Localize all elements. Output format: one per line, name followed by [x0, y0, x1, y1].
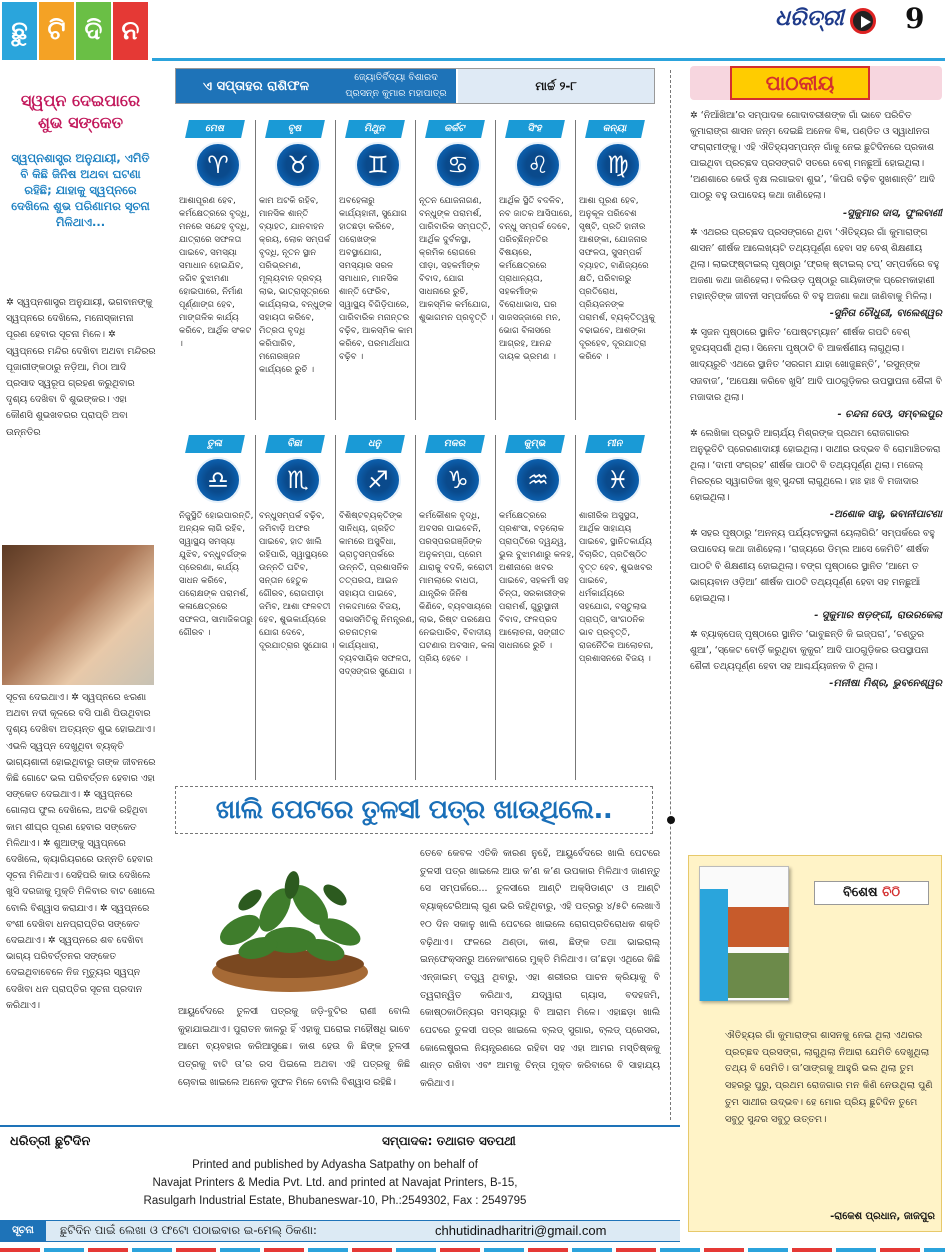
zodiac-symbol-icon: ♐: [355, 457, 401, 503]
letter-text: ✲ ‘ନିଆଁଖିଆ’ର ସମ୍ପାଦକ ଗୋଦାବରୀଶଙ୍କ ଗାଁ ଭାବେ ପରିଚିତ କୁମାରାଙ୍ଗ ଶାସନ ଜନ୍ମ ଦେଇଛି ଅନେକ ବିଜ୍ଞ, ପଣ୍ଡିତ ଓ ସ୍ୱାଧୀନତା ସଂଗ୍ରାମୀଙ୍କୁ। ଏହି ଐତିହ୍ୟସମ୍ପନ୍ନ ଗାଁକୁ ନେଇ ଛୁଟିଦିନରେ ପ୍ରକାଶ ପାଇଥିବା ପ୍ରଚ୍ଛଦ ପ୍ରସଙ୍ଗଟି ସତରେ ବେଶ୍ ମନଛୁଆଁ ହୋଇଥିଲା। ‘ଅଣଶାରେ କେଉଁ ବୃକ୍ଷ ଲଗାଇବା ଶୁଭ’, ‘କିପରି ବଢ଼ିବ ସୁଖଶାନ୍ତି’ ଆଦି ପାଠରୁ ବହୁ ଉପାଦେୟ କଥା ଜାଣିହେଲା।: [690, 110, 935, 202]
author-credential: ଜ୍ୟୋତିର୍ବିଦ୍ୟା ବିଶାରଦ: [354, 72, 438, 83]
zodiac-cell: [497, 435, 576, 780]
zodiac-symbol-icon: ♊: [355, 142, 401, 188]
zodiac-forecast: ଶାରୀରିକ ଅସୁସ୍ଥତା, ଆର୍ଥିକ ସାହାଯ୍ୟ ପାଇବେ, ସ୍ଥାନିତକାର୍ଯ୍ୟ ବିଚାରିତ, ପ୍ରତିଷ୍ଠିତ ବୃତ୍ତ ହେବ, ଶୁଭଖବର ପାଇବେ, ଧର୍ମକାର୍ଯ୍ୟରେ ସହଯୋଗ, ବସ୍ତୁଲାଭ ପ୍ରାପ୍ତି, ସାଂଗଠନିକ ଭାବ ପ୍ରବୃତ୍ତି, ରାଜନୈତିକ ଆଲୋଚନା, ପ୍ରଶାସନରେ ବିଜୟ ।: [579, 511, 654, 664]
special-letter-signature: -ରାକେଶ ପ୍ରଧାନ, ଜାଜପୁର: [830, 1211, 935, 1222]
zodiac-forecast: ଆଶାପୂରଣ ହେବ, କର୍ମକ୍ଷେତ୍ରରେ ବୃଦ୍ଧି, ମନରେ ସନ୍ଦେହ ବୃଦ୍ଧି, ଯାତ୍ରାରେ ସଫଳତା ପାଇବେ, ସମସ୍ୟା ସମାଧାନ ହୋଇଯିବ, ଜଗିବ ବୁଝାମଣା ହୋଇପାରେ, ନିର୍ମାଣ ପୂର୍ଣ୍ଣାଙ୍ଗ ହେବ, ମାଙ୍ଗଳିକ କାର୍ଯ୍ୟ କରିବେ, ଆର୍ଥିକ ସଂକଟ ।: [179, 196, 252, 349]
zodiac-forecast: ଆଶା ପୂରଣ ହେବ, ଅନୁକୂଳ ପରିବେଶ ସୃଷ୍ଟି, ପ୍ରତି ହାନୀର ଆଶଙ୍କା, ଯୋଜନାର ସଫଳତା, ସୁସମ୍ପର୍କ ବ୍ୟାହତ, ବାଣିଜ୍ୟରେ କ୍ଷତି, ପରିବାରରୁ ପ୍ରତିରୋଧ, ପ୍ରିୟଜନଙ୍କ ପରାମର୍ଶ, ବ୍ୟକ୍ତିତ୍ୱକୁ ବଢାଇବେ, ଆଶଙ୍କା ଦୂରହେବ, ଦୂରଯାତ୍ରା କରିବେ ।: [579, 196, 655, 362]
horoscope-author: [336, 69, 456, 103]
play-icon: [850, 8, 876, 34]
zodiac-cell: [177, 435, 256, 780]
zodiac-name: ସିଂହ: [505, 120, 565, 138]
column-divider: [670, 70, 671, 1120]
zodiac-forecast: କର୍ମକ୍ଷେତ୍ରରେ ପ୍ରଶଂସା, ବଡ଼ଲୋକ ପ୍ରାପ୍ତିରେ ଦ୍ୱନ୍ଦ୍ୱ, ଭୁଲ ବୁଝାମଣାରୁ କଳହ, ଅଶୀନାରେ ଖବର ପାଇବେ, ସହକର୍ମୀ ସହ ଚିନ୍ତା, ସରକାରୀଙ୍କ ପରାମର୍ଶ, ଗୁରୁସ୍ଥାନୀ ବିବାଦ, ଫଳପ୍ରଦ ଆଲୋଚନା, ସଙ୍ଗୀତ ସାଧନାରେ ରୁଚି ।: [499, 511, 575, 651]
zodiac-symbol-icon: ♋: [435, 142, 481, 188]
section-logo-letter: ନ: [113, 2, 148, 60]
letter-text: ✲ ଲେଖିକା ପ୍ରଭୃତି ଆଚାର୍ଯ୍ୟ ମିଶ୍ରଙ୍କ ପ୍ରଥମ ରୋଜଗାରର ଅନୁଭୂତିଟି ପ୍ରେରଣାଦାୟୀ ହୋଇଥିଲା। ସାଥୀର ଉଦ୍ଭବ ବି ରୋମାଞ୍ଚିତକରା ଥିଲା। ‘ଦାମୀ ସଂଗ୍ରହ’ ଶୀର୍ଷକ ପାଠଟି ବି ତଥ୍ୟପୂର୍ଣ୍ଣ ଥିଲା। ମଜେଲ୍ ମିରଚ୍‌ରେ ସ୍ୱାଗତିକା ଖୁବ୍ ସୁନ୍ଦରୀ ଲାଗୁଥିଲେ। ହାଃ ହାଃ ବି ମଜାଦାର ହୋଇଥିଲା।: [690, 427, 941, 504]
special-letter-poem: ଐତିହ୍ୟର ଗାଁ କୁମାରାଙ୍ଗ ଶାସନକୁ ନେଇ ଥିଲା ଏଥରର ପ୍ରଚ୍ଛଦ ପ୍ରସଙ୍ଗ, ଲାଗୁଥିଲା ନିଆରା ଯେମିତି ଦେଖୁଥିଲା ତଥ୍ୟ ବି ସେମିତି। ତା’ସାଙ୍ଗକୁ ଆହୁରି ଭଲ ଥିଲା ତୁମ ସହରରୁ ପୁରୁ, ପ୍ରଥମ ରୋଜଗାର ମନ କିଣି ନେଉଥିଲା ପୁଣି ତୁମ ସାଥୀର ଉଦ୍ଭବ। ହେ ମୋର ପ୍ରିୟ ଛୁଟିଦିନ ତୁମେ ସବୁଠୁ ସୁନ୍ଦର ସବୁଠୁ ଉତ୍ତମ।: [725, 1030, 933, 1125]
zodiac-cell: [417, 435, 496, 780]
letter-signature: - ସୁକୁମାର ଷଡ଼ଙ୍ଗୀ, ରାଉରକେଲା: [814, 609, 942, 621]
zodiac-name: ମକର: [425, 435, 485, 453]
special-letter-title-1: ବିଶେଷ: [842, 885, 878, 900]
zodiac-symbol-icon: ♑: [435, 457, 481, 503]
section-logo-letter: ଟି: [39, 2, 74, 60]
zodiac-name: ବିଛା: [265, 435, 325, 453]
publication-name: ଧରିତ୍ରୀ ଛୁଟିଦିନ: [10, 1134, 91, 1149]
masthead: [0, 0, 945, 58]
imprint: [0, 1125, 680, 1215]
dream-body-top: ✲ ସ୍ୱପ୍ନଶାସ୍ତ୍ର ଅନୁଯାୟୀ, ଭଗବାନଙ୍କୁ ସ୍ୱପ୍ନରେ ଦେଖିଲେ, ମନୋସ୍କାମନା ପୂରଣ ହେବାର ସୂଚନା ମିଳେ। ✲ ସ୍ୱପ୍ନରେ ମନ୍ଦିର ଦେଖିବା ଅଥବା ମନ୍ଦିରର ପୂଜାରୀଙ୍କଠାରୁ ନଡ଼ିଆ, ମିଠା ଆଦି ପ୍ରସାଦ ସ୍ୱରୂପ ଗ୍ରହଣ କରୁଥିବାର ଦୃଶ୍ୟ ଦେଖିବା ବି ଶୁଭଙ୍କର। ଏହା କୌଣସି ଶୁଭଖବରର ପ୍ରାପ୍ତି ଅବା ଉନ୍ନତିର: [6, 297, 156, 438]
horoscope-date: ମାର୍ଚ୍ଚ ୨-୮: [458, 69, 654, 103]
horoscope-title: ଏ ସପ୍ତାହର ରାଶିଫଳ: [176, 69, 336, 103]
letter-text: ✲ ସୃଜନ ପୃଷ୍ଠାରେ ସ୍ଥାନିତ ‘ପୋଷ୍ଟମ୍ୟାନ’ ଶୀର୍ଷକ ଗପଟି ବେଶ୍ ହୃଦୟସ୍ପର୍ଶୀ ଥିଲା। ସିନେମା ପୃଷ୍ଠାଟି ବି ଆକର୍ଷଣୀୟ ଲାଗୁଥିଲା। ଖାଦ୍ୟରୁଚି ଏଥରେ ସ୍ଥାନିତ ‘ସରଗମ ଯାହା ଖୋଜୁଛନ୍ତି’, ‘ରସୁନ୍‌ଙ୍କ ସଜବାଜ’, ‘ଅପେକ୍ଷା କରିବେ ଖୁସି’ ଆଦି ପାଠଗୁଡ଼ିକର ଉପସ୍ଥାପନା ଶୈଳୀ ବି ମଜାଦାର ଥିଲା।: [690, 327, 942, 403]
contact-label: ସୂଚନା: [0, 1221, 46, 1241]
tulsi-col-2: [420, 845, 660, 1093]
zodiac-name: ମେଷ: [185, 120, 245, 138]
tulsi-bowl-photo: [180, 840, 400, 1000]
zodiac-symbol-icon: ♈: [195, 142, 241, 188]
letter-signature: -ସୁକୁମାର ଦାସ, ଫୁଲବାଣୀ: [843, 207, 942, 219]
imprint-line-2: Navajat Printers & Media Pvt. Ltd. and printed at Navajat Printers, B-15,: [152, 1177, 518, 1189]
letter-signature: -ଅଶୋକ ସାହୁ, ଭବାନୀପାଟଣା: [829, 509, 942, 521]
sleeping-woman-photo: [2, 545, 154, 685]
dream-subheading: ସ୍ୱପ୍ନଶାସ୍ତ୍ର ଅନୁଯାୟୀ, ଏମିତି ବି କିଛି ଜିନିଷ ଅଥବା ଘଟଣା ରହିଛି; ଯାହାକୁ ସ୍ୱପ୍ନରେ ଦେଖିଲେ ଶୁଭ ପରିଣାମର ସୂଚନା ମିଳିଥାଏ...: [11, 151, 150, 229]
imprint-line-1: Printed and published by Adyasha Satpathy on behalf of: [192, 1159, 478, 1171]
zodiac-symbol-icon: ♍: [595, 142, 641, 188]
section-logo: [2, 2, 148, 60]
letters-title: ପାଠକୀୟ: [730, 66, 870, 100]
zodiac-cell: [337, 435, 416, 780]
zodiac-symbol-icon: ♒: [515, 457, 561, 503]
letter-signature: -ସୁନିତା ଚୌଧୁରୀ, ବାଲେଶ୍ୱର: [829, 308, 942, 320]
imprint-line-3: Rasulgarh Industrial Estate, Bhubaneswar-10, Ph.:2549302, Fax : 2549795: [143, 1195, 527, 1207]
masthead-rule: [152, 58, 945, 61]
dream-headline: ସ୍ୱପ୍ନ ଦେଇପାରେ ଶୁଭ ସଙ୍କେତ: [20, 91, 141, 132]
special-letter-box: [688, 855, 942, 1232]
tulsi-col-1: [178, 1003, 410, 1092]
zodiac-name: ତୁଳା: [185, 435, 245, 453]
zodiac-cell: [337, 120, 416, 420]
zodiac-cell: [497, 120, 576, 420]
contact-text: ଛୁଟିଦିନ ପାଇଁ ଲେଖା ଓ ଫଟୋ ପଠାଇବାର ଇ-ମେଲ୍ ଠିକଣା:: [60, 1223, 317, 1237]
zodiac-forecast: କାମ ଅଟକି ରହିବ, ମାନସିକ ଶାନ୍ତି ବ୍ୟାହତ, ଯାନବାହନ କ୍ରୟ, ଲୋକ ସମ୍ପର୍କ ବୃଦ୍ଧି, ନୂତନ ସ୍ଥାନ ପରିଭ୍ରମଣ, ମୂଲ୍ୟବାନ ଦ୍ରବ୍ୟ ଲାଭ, ଭାତ୍ରାସୂତ୍ରରେ କାର୍ଯ୍ୟଲାଭ, ବନ୍ଧୁଙ୍କ ସହାୟତା କରିବେ, ମିତ୍ରତା ବୃଦ୍ଧି କରିପାରିବ, ମନୋରଞ୍ଜନ କାର୍ଯ୍ୟରେ ରୁଚି ।: [259, 196, 333, 375]
zodiac-symbol-icon: ♉: [275, 142, 321, 188]
letters-banner: [690, 66, 942, 100]
contact-strip: [0, 1220, 680, 1242]
readers-letters: [690, 108, 942, 695]
zodiac-name: କନ୍ୟା: [585, 120, 645, 138]
letter-text: ✲ ବ୍ୟାକ୍‌ପେଜ୍ ପୃଷ୍ଠାରେ ସ୍ଥାନିତ ‘ଭାବୁଛନ୍ତି କି ଇଜ୍‌ପରା’, ‘ଚଣ୍ଡୁର ଶୁଆ’, ‘ସ୍କେଟ ବୋର୍ଡ଼ି କରୁଥିବା କୁକୁର’ ଆଦି ପାଠଗୁଡ଼ିକର ଉପସ୍ଥାପନା ଶୈଳୀ ତଥ୍ୟପୂର୍ଣ୍ଣ ହେବା ସହ ଆଶ୍ଚର୍ଯ୍ୟଜନକ ବି ଥିଲା।: [690, 628, 929, 673]
zodiac-cell: [257, 435, 336, 780]
zodiac-cell: [177, 120, 256, 420]
zodiac-cell: [577, 435, 656, 780]
brand-logo: ଧରିତ୍ରୀ: [775, 6, 844, 31]
zodiac-forecast: କର୍ମକୌଶଳ ବୃଦ୍ଧି, ଅବସର ପାଇବେନି, ପରସ୍ପରଗଞ୍ଜିଙ୍କ ଅନୁକମ୍ପା, ପ୍ରେମ ଯାରାକୁ ବଦଳି, କରୋଟୀ ମାମଲାରେ ବାଧତା, ଯାନ୍ତ୍ରିକ ଜିନିଷ କିଣିବେ, ବ୍ୟବସାୟରେ ଲାଭ, ରିଷ୍ଟ ପରକ୍ଷେପ ନେଇପାରିବ, ବିବାଦୀୟ ଘଟଣାର ଅବସାନ, କଳା ପ୍ରିୟ ହେବେ ।: [419, 511, 495, 664]
section-logo-letter: ଛୁ: [2, 2, 37, 60]
tulsi-col-1-text: ଆୟୁର୍ବେଦରେ ତୁଳସୀ ପତ୍ରକୁ ଜଡ଼ି-ବୁଟିର ରାଣୀ ବୋଲି କୁହାଯାଇଥାଏ। ପୁରାତନ କାଳରୁ ହିଁ ଏହାକୁ ଘରୋଇ ମହୌଷଧି ଭାବେ ଆମେ ବ୍ୟବହାର କରିଆସୁଛେ। କାଶ ହେଉ କି ଛିଙ୍କ ତୁଳସୀ ପତ୍ରକୁ ବାଟି ତା’ର ରସ ପିଇଲେ ଅଥବା ଏହି ପତ୍ରକୁ କିଛି ଚୋବାଇ ଖାଇଲେ ଅନେକ ସୁଫଳ ମିଳେ ବୋଲି ବିଶ୍ୱାସ ରହିଛି।: [178, 1006, 410, 1088]
special-letter-title-2: ଚିଠି: [882, 885, 901, 900]
zodiac-name: ବୃଷ: [265, 120, 325, 138]
zodiac-symbol-icon: ♏: [275, 457, 321, 503]
tulsi-col-2-text: ତେବେ କେବଳ ଏତିକି କାରଣ ନୁହେଁ, ଆୟୁର୍ବେଦରେ ଖାଲି ପେଟରେ ତୁଳସୀ ପତ୍ର ଖାଇଲେ ଆଉ କ’ଣ କ’ଣ ଉପକାର ମିଳିଥାଏ ଜାଣନ୍ତୁ ସେ ସମ୍ପର୍କରେ... ତୁଳସୀରେ ଆଣ୍ଟି ଅକ୍ସିଡାଣ୍ଟ ଓ ଆଣ୍ଟି ବ୍ୟାକ୍ଟେରିଆଲ୍ ଗୁଣ ଭରି ରହିଥିବାରୁ, ଏହି ପତ୍ରରୁ ୪/୫ଟି ଲେଖାଏଁ ୧୦ ଦିନ ସକାଳୁ ଖାଲି ପେଟରେ ଖାଇଲେ ରୋଗପ୍ରତିରୋଧକ ଶକ୍ତି ବଢ଼ିଥାଏ। ଫଳରେ ଥଣ୍ଡା, କାଶ, ଛିଙ୍କ ତଥା ଭାଇରାଲ୍ ଇନ୍‌ଫେକ୍ସନ୍‌ରୁ ଅନେକାଂଶରେ ମୁକ୍ତି ମିଳିଥାଏ। ତା’ଛଡ଼ା ଏଥିରେ କିଛି ଏନ୍‌ଜାଇମ୍ ତତ୍ତ୍ୱ ଥିବାରୁ, ଏହା ଶରୀରର ପାଚନ କ୍ରିୟାକୁ ବି ତ୍ୱରାନ୍ୱିତ କରିଥାଏ, ଯଦ୍ୱାରା ଗ୍ୟାସ, ବଦହଜମି, କୋଷ୍ଠକାଠିନ୍ୟର ସମସ୍ୟାରୁ ବି ଆରାମ ମିଳେ। ଏହାଛଡ଼ା ଖାଲି ପେଟରେ ତୁଳସୀ ପତ୍ର ଖାଇଲେ ବ୍ଲଡ୍ ସୁଗାର, ବ୍ଲଡ୍ ପ୍ରେସର, କୋଲେଷ୍ଟ୍ରଲ ନିୟନ୍ତ୍ରଣରେ ରହିବା ସହ ଏହା ଆମର ମସ୍ତିଷ୍କକୁ ଶାନ୍ତ ରଖିବା ଏବଂ ଆମକୁ ଚିନ୍ତା ମୁକ୍ତ କରିବାରେ ବି ସାହାଯ୍ୟ କରିଥାଏ।: [420, 848, 660, 1090]
dream-article: [0, 60, 158, 1125]
zodiac-name: ଧନୁ: [345, 435, 405, 453]
zodiac-name: କୁମ୍ଭ: [505, 435, 565, 453]
zodiac-forecast: ଅବହେଳାରୁ କାର୍ଯ୍ୟହାନୀ, ସୁଯୋଗ ହାତଛଡ଼ା କରିବେ, ପରୋଖଙ୍କ ଅବସ୍ଥାଯୋଗ, ସମସ୍ୟାର ସରଳ ସମାଧାନ, ମାନସିକ ଶାନ୍ତି ଫେରିବ, ସ୍ୱାସ୍ଥ୍ୟ ବିଗିଡ଼ିପାରେ, ପାରିବାରିକ ମନାନ୍ତର ବଢ଼ିବ, ଆକସ୍ମିକ କାମ କରିବେ, ପରମାର୍ଥଧାତା ବଢ଼ିବ ।: [339, 196, 413, 362]
zodiac-cell: [417, 120, 496, 420]
divider-dot: [667, 816, 675, 824]
contact-email[interactable]: chhutidinadharitri@gmail.com: [435, 1223, 607, 1238]
zodiac-name: କର୍କଟ: [425, 120, 485, 138]
dream-body-bottom: ସୂଚନା ଦେଇଥାଏ। ✲ ସ୍ୱପ୍ନରେ ଝରଣା ଅଥବା ନଦୀ କୂଳରେ ବସି ପାଣି ପିଉଥିବାର ଦୃଶ୍ୟ ଦେଖିବା ଅତ୍ୟନ୍ତ ଶୁଭ ହୋଇଥାଏ। ଏଭଳି ସ୍ୱପ୍ନ ଦେଖୁଥିବା ବ୍ୟକ୍ତି ଭାଗ୍ୟଶାଳୀ ହୋଇଥିବାରୁ ତାଙ୍କ ଜୀବନରେ କିଛି ଗୋଟେ ଭଲ ପରିବର୍ତ୍ତନ ହେବାର ଏହା ସଙ୍କେତ ଦେଇଥାଏ। ✲ ସ୍ୱପ୍ନରେ ଗୋଲାପ ଫୁଲ ଦେଖିଲେ, ଅଟକି ରହିଥିବା କାମ ଶୀଘ୍ର ପୂରଣ ହେବାର ସଙ୍କେତ ମିଳିଥାଏ। ✲ ଶୁଆଙ୍କୁ ସ୍ୱପ୍ନରେ ଦେଖିଲେ, କ୍ୟାରିୟରରେ ଉନ୍ନତି ହେବାର ସୂଚନା ମିଳିଥାଏ। ସେହିପରି କାଉ ଦେଖିଲେ ଖୁସି ଦରଜାକୁ ମୁକ୍ତି ମିଳିବାର ବାଟ ଖୋଲେ ବୋଲି ବିଶ୍ୱାସ କରାଯାଏ। ✲ ସ୍ୱପ୍ନରେ ବଂଶୀ ଦେଖିବା ଧନପ୍ରାପ୍ତିର ସଙ୍କେତ ଦେଇଥାଏ। ✲ ସ୍ୱପ୍ନରେ ଶବ ଦେଖିବା ଭାଗ୍ୟ ପରିବର୍ତ୍ତନର ସଙ୍କେତ ଦେଇଥିବାବେଳେ ନିଜ ମୃତ୍ୟୁର ସ୍ୱପ୍ନ ଦେଖିବା ଧନ ପ୍ରାପ୍ତିର ସୂଚନା ପ୍ରଦାନ କରିଥାଏ।: [6, 692, 156, 1011]
zodiac-name: ମୀନ: [585, 435, 645, 453]
zodiac-forecast: ନୂତନ ଯୋଜନାଗଣ, ବନ୍ଧୁଙ୍କ ପରାମର୍ଶ, ପାରିବାରିକ ସମ୍ପତ୍ତି, ଆର୍ଥିକ ଦୁର୍ବଳସ୍ଥା, କ୍ରମିକ ରୋଗରେ ପୀଡ଼ା, ସହକର୍ମୀଙ୍କ ବିବାଦ, ଯୋଗ ସାଧନାରେ ରୁଚି, ଆକସ୍ମିକ କର୍ମଯୋଗ, ଶୁଭାଗମନ ପ୍ରବୃତ୍ତି ।: [419, 196, 494, 323]
horoscope-banner: [175, 68, 655, 104]
page-number: 9: [905, 2, 925, 35]
author-name: ପ୍ରସନ୍ନ କୁମାର ମହାପାତ୍ର: [345, 88, 447, 99]
zodiac-forecast: ଆର୍ଥିକ ସ୍ଥିତି ବଦଳିବ, ନବ ଜାତକ ଆସିପାରେ, ବନ୍ଧୁ ସମ୍ପର୍କ ଦେବେ, ପରିଚ୍ଛିନ୍ନତିର ବିଷୟରେ, କର୍ମକ୍ଷେତ୍ରରେ ପ୍ରାଧାନ୍ୟତା, ସହକର୍ମୀଙ୍କ ବିରୋଧାଭାସ, ଘର ସାଜସଜ୍ଜାରେ ମନ, ଭୋଗ ବିଳାସରେ ଆଗ୍ରହ, ଆନନ୍ଦ ଦାୟକ ଭ୍ରମଣ ।: [499, 196, 573, 362]
zodiac-name: ମିଥୁନ: [345, 120, 405, 138]
letter-signature: - ଚନ୍ଦନା ଦେଓ, ସମ୍ବଲପୁର: [837, 408, 942, 420]
editor-name: ସମ୍ପାଦକ: ତଥାଗତ ସତପଥୀ: [382, 1134, 516, 1148]
magazine-cover-thumbnail: [699, 866, 789, 1001]
section-logo-letter: ଦି: [76, 2, 111, 60]
zodiac-forecast: ନିଜୁସ୍ଥିତି ହୋଇପାରନ୍ତି, ଅନ୍ୟକ ଲାଗି ରହିବ, ସ୍ୱାସ୍ଥ୍ୟ ସମସ୍ୟା ଯୁଝିବ, ବନ୍ଧୁବର୍ଗଙ୍କ ପ୍ରେରଣା, କାର୍ଯ୍ୟ ସାଧନ କରିବେ, ପରୋକ୍ଷଙ୍କ ପରାମର୍ଶ, କଳାକ୍ଷେତ୍ରରେ ସଫଳତା, ସାମାଜିକତାରୁ ଗୌରବ ।: [179, 511, 254, 638]
letter-signature: -ମନୀଷା ମିଶ୍ର, ଭୁବନେଶ୍ୱର: [829, 678, 942, 690]
zodiac-cell: [257, 120, 336, 420]
zodiac-symbol-icon: ♓: [595, 457, 641, 503]
zodiac-forecast: ବିଶିଷ୍ଟବ୍ୟକ୍ତିଙ୍କ ସାନିଧ୍ୟ, ଗ୍ରହିତ କାମରେ ଅସୁବିଧା, ଭ୍ରାତୃସମ୍ପର୍କରେ ଉନ୍ନତି, ପ୍ରଶାସନିକ ତତ୍ପରତା, ଆଇନ ସହାୟତା ପାଇବେ, ମକଦ୍ଦମାରେ ବିଜୟ, ସଭାସମିତିକୁ ନିମନ୍ତ୍ରଣ, ରଚନାତ୍ମକ କାର୍ଯ୍ୟଧାରା, ବ୍ୟବସାୟିକ ସଫଳତା, ସଦ୍‌ସଙ୍ଗର ସୁଯୋଗ ।: [339, 511, 415, 677]
letter-text: ✲ ସହର ପୃଷ୍ଠାରୁ ‘ଅନନ୍ୟ ପର୍ଯ୍ୟଟନସ୍ଥଳୀ ୟେଲାଗିରି’ ସମ୍ପର୍କରେ ବହୁ ଉପାଦେୟ କଥା ଜାଣିହେଲା। ‘ରାଜ୍ୟରେ ଡିମ୍‌ଲ ଆସେ କେମିତି’ ଶୀର୍ଷକ ପାଠଟି ବି ଶିକ୍ଷଣୀୟ ହୋଇଥିଲା। ବଙ୍ଗ ପୃଷ୍ଠାରେ ସ୍ଥାନିତ ‘ଆମେ ତ ଭାଗ୍ୟବାନ ଓଡ଼ିଆ’ ଶୀର୍ଷକ ପାଠଟି ତଥ୍ୟପୂର୍ଣ୍ଣ ହେବା ସହ ମନଛୁଆଁ ହୋଇଥିଲା।: [690, 528, 935, 604]
zodiac-symbol-icon: ♎: [195, 457, 241, 503]
tulsi-headline: ଖାଲି ପେଟରେ ତୁଳସୀ ପତ୍ର ଖାଉଥିଲେ..: [175, 786, 653, 834]
letter-text: ✲ ଏଥରର ପ୍ରଚ୍ଛଦ ପ୍ରସଙ୍ଗରେ ଥିବା ‘ଐତିହ୍ୟର ଗାଁ କୁମାରାଙ୍ଗ ଶାସନ’ ଶୀର୍ଷକ ଆଲେଖ୍ୟଟି ତଥ୍ୟପୂର୍ଣ୍ଣ ହେବା ସହ ବେଶ୍ ଶିକ୍ଷଣୀୟ ଥିଲା। ଲାଇଫ୍‌ଷ୍ଟାଇଲ୍ ପୃଷ୍ଠାରୁ ‘ଫ୍ରକ୍ ଷ୍ଟାଇଲ୍ ଟପ୍’ ସମ୍ପର୍କରେ ବହୁ ଅଜଣା କଥା ଜାଣିହେଲା। ବଲିଉଡ଼ ପୃଷ୍ଠାରୁ ଗାୟିକାଙ୍କ ପ୍ରେମକାହାଣୀ ମହାନ୍ତିଙ୍କ ଜୀବନୀ ସମ୍ପର୍କରେ ବି ବହୁ ଅଜଣା କଥା ଜାଣିବାକୁ ମିଳିଲା।: [690, 226, 940, 303]
bottom-rule: [0, 1248, 945, 1252]
special-letter-title: [814, 881, 929, 905]
zodiac-symbol-icon: ♌: [515, 142, 561, 188]
zodiac-cell: [577, 120, 656, 420]
zodiac-forecast: ବନ୍ଧୁସମ୍ପର୍କ ବଢ଼ିବ, ଜମିବାଡ଼ି ଅଫର ପାଇବେ, ହାତ ଖାଲି ରହିପାରି, ସ୍ୱାସ୍ଥ୍ୟରେ ଉନ୍ନତି ଘଟିବ, ସନ୍ତାନ ହେତୁକ ଗୌରବ, ରୋଗପୀଡ଼ା ଜମିବ, ଆଶା ଫଳବତୀ ହେବ, ଶୁଭକାର୍ଯ୍ୟରେ ଯୋଗ ଦେବେ, ଦୂରଯାତ୍ରାର ସୁଯୋଗ ।: [259, 511, 335, 651]
